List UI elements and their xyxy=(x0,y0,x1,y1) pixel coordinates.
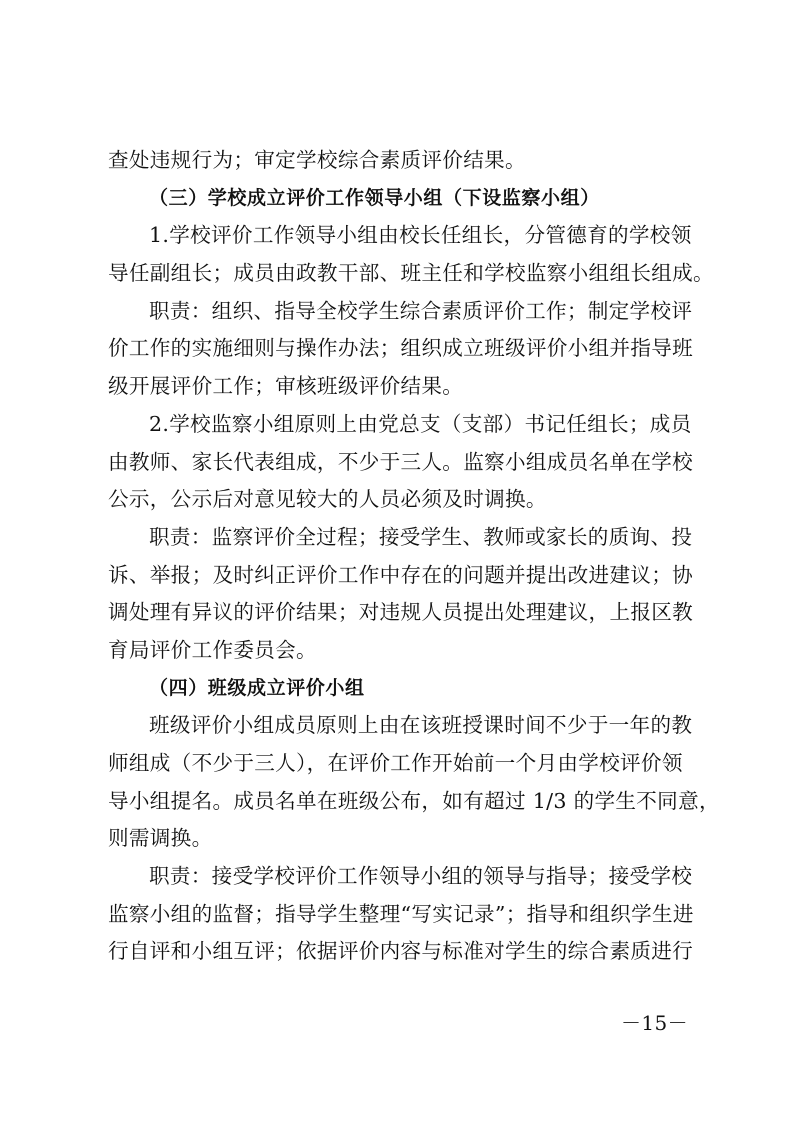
text-line: 监察小组的监督；指导学生整理“写实记录”；指导和组织学生进 xyxy=(108,901,694,926)
page-number: －15－ xyxy=(620,1011,688,1035)
text-line: 导任副组长；成员由政教干部、班主任和学校监察小组组长组成。 xyxy=(108,261,714,286)
text-line: 则需调换。 xyxy=(108,826,213,851)
text-line: 价工作的实施细则与操作办法；组织成立班级评价小组并指导班 xyxy=(108,336,694,361)
text-line: 导小组提名。成员名单在班级公布，如有超过 1/3 的学生不同意， xyxy=(108,788,720,813)
text-line: 1.学校评价工作领导小组由校长任组长，分管德育的学校领 xyxy=(149,223,692,248)
section-heading-4: （四）班级成立评价小组 xyxy=(149,676,365,699)
text-line: 2.学校监察小组原则上由党总支（支部）书记任组长；成员 xyxy=(149,411,692,436)
text-line: 行自评和小组互评；依据评价内容与标准对学生的综合素质进行 xyxy=(108,939,694,964)
text-line: 诉、举报；及时纠正评价工作中存在的问题并提出改进建议；协 xyxy=(108,562,694,587)
text-line: 班级评价小组成员原则上由在该班授课时间不少于一年的教 xyxy=(149,713,693,738)
text-line: 师组成（不少于三人），在评价工作开始前一个月由学校评价领 xyxy=(108,751,683,775)
text-line: 由教师、家长代表组成，不少于三人。监察小组成员名单在学校 xyxy=(108,449,694,474)
text-line: 查处违规行为；审定学校综合素质评价结果。 xyxy=(108,148,526,172)
text-line: 级开展评价工作；审核班级评价结果。 xyxy=(108,374,464,399)
text-line: 职责：组织、指导全校学生综合素质评价工作；制定学校评 xyxy=(149,298,693,323)
text-line: 育局评价工作委员会。 xyxy=(108,637,317,662)
body-text xyxy=(108,146,720,975)
section-heading-3: （三）学校成立评价工作领导小组（下设监察小组） xyxy=(149,186,600,209)
text-line: 公示，公示后对意见较大的人员必须及时调换。 xyxy=(108,487,547,512)
text-line: 调处理有异议的评价结果；对违规人员提出处理建议，上报区教 xyxy=(108,600,694,625)
text-line: 职责：监察评价全过程；接受学生、教师或家长的质询、投 xyxy=(149,524,693,549)
text-line: 职责：接受学校评价工作领导小组的领导与指导；接受学校 xyxy=(149,864,693,889)
